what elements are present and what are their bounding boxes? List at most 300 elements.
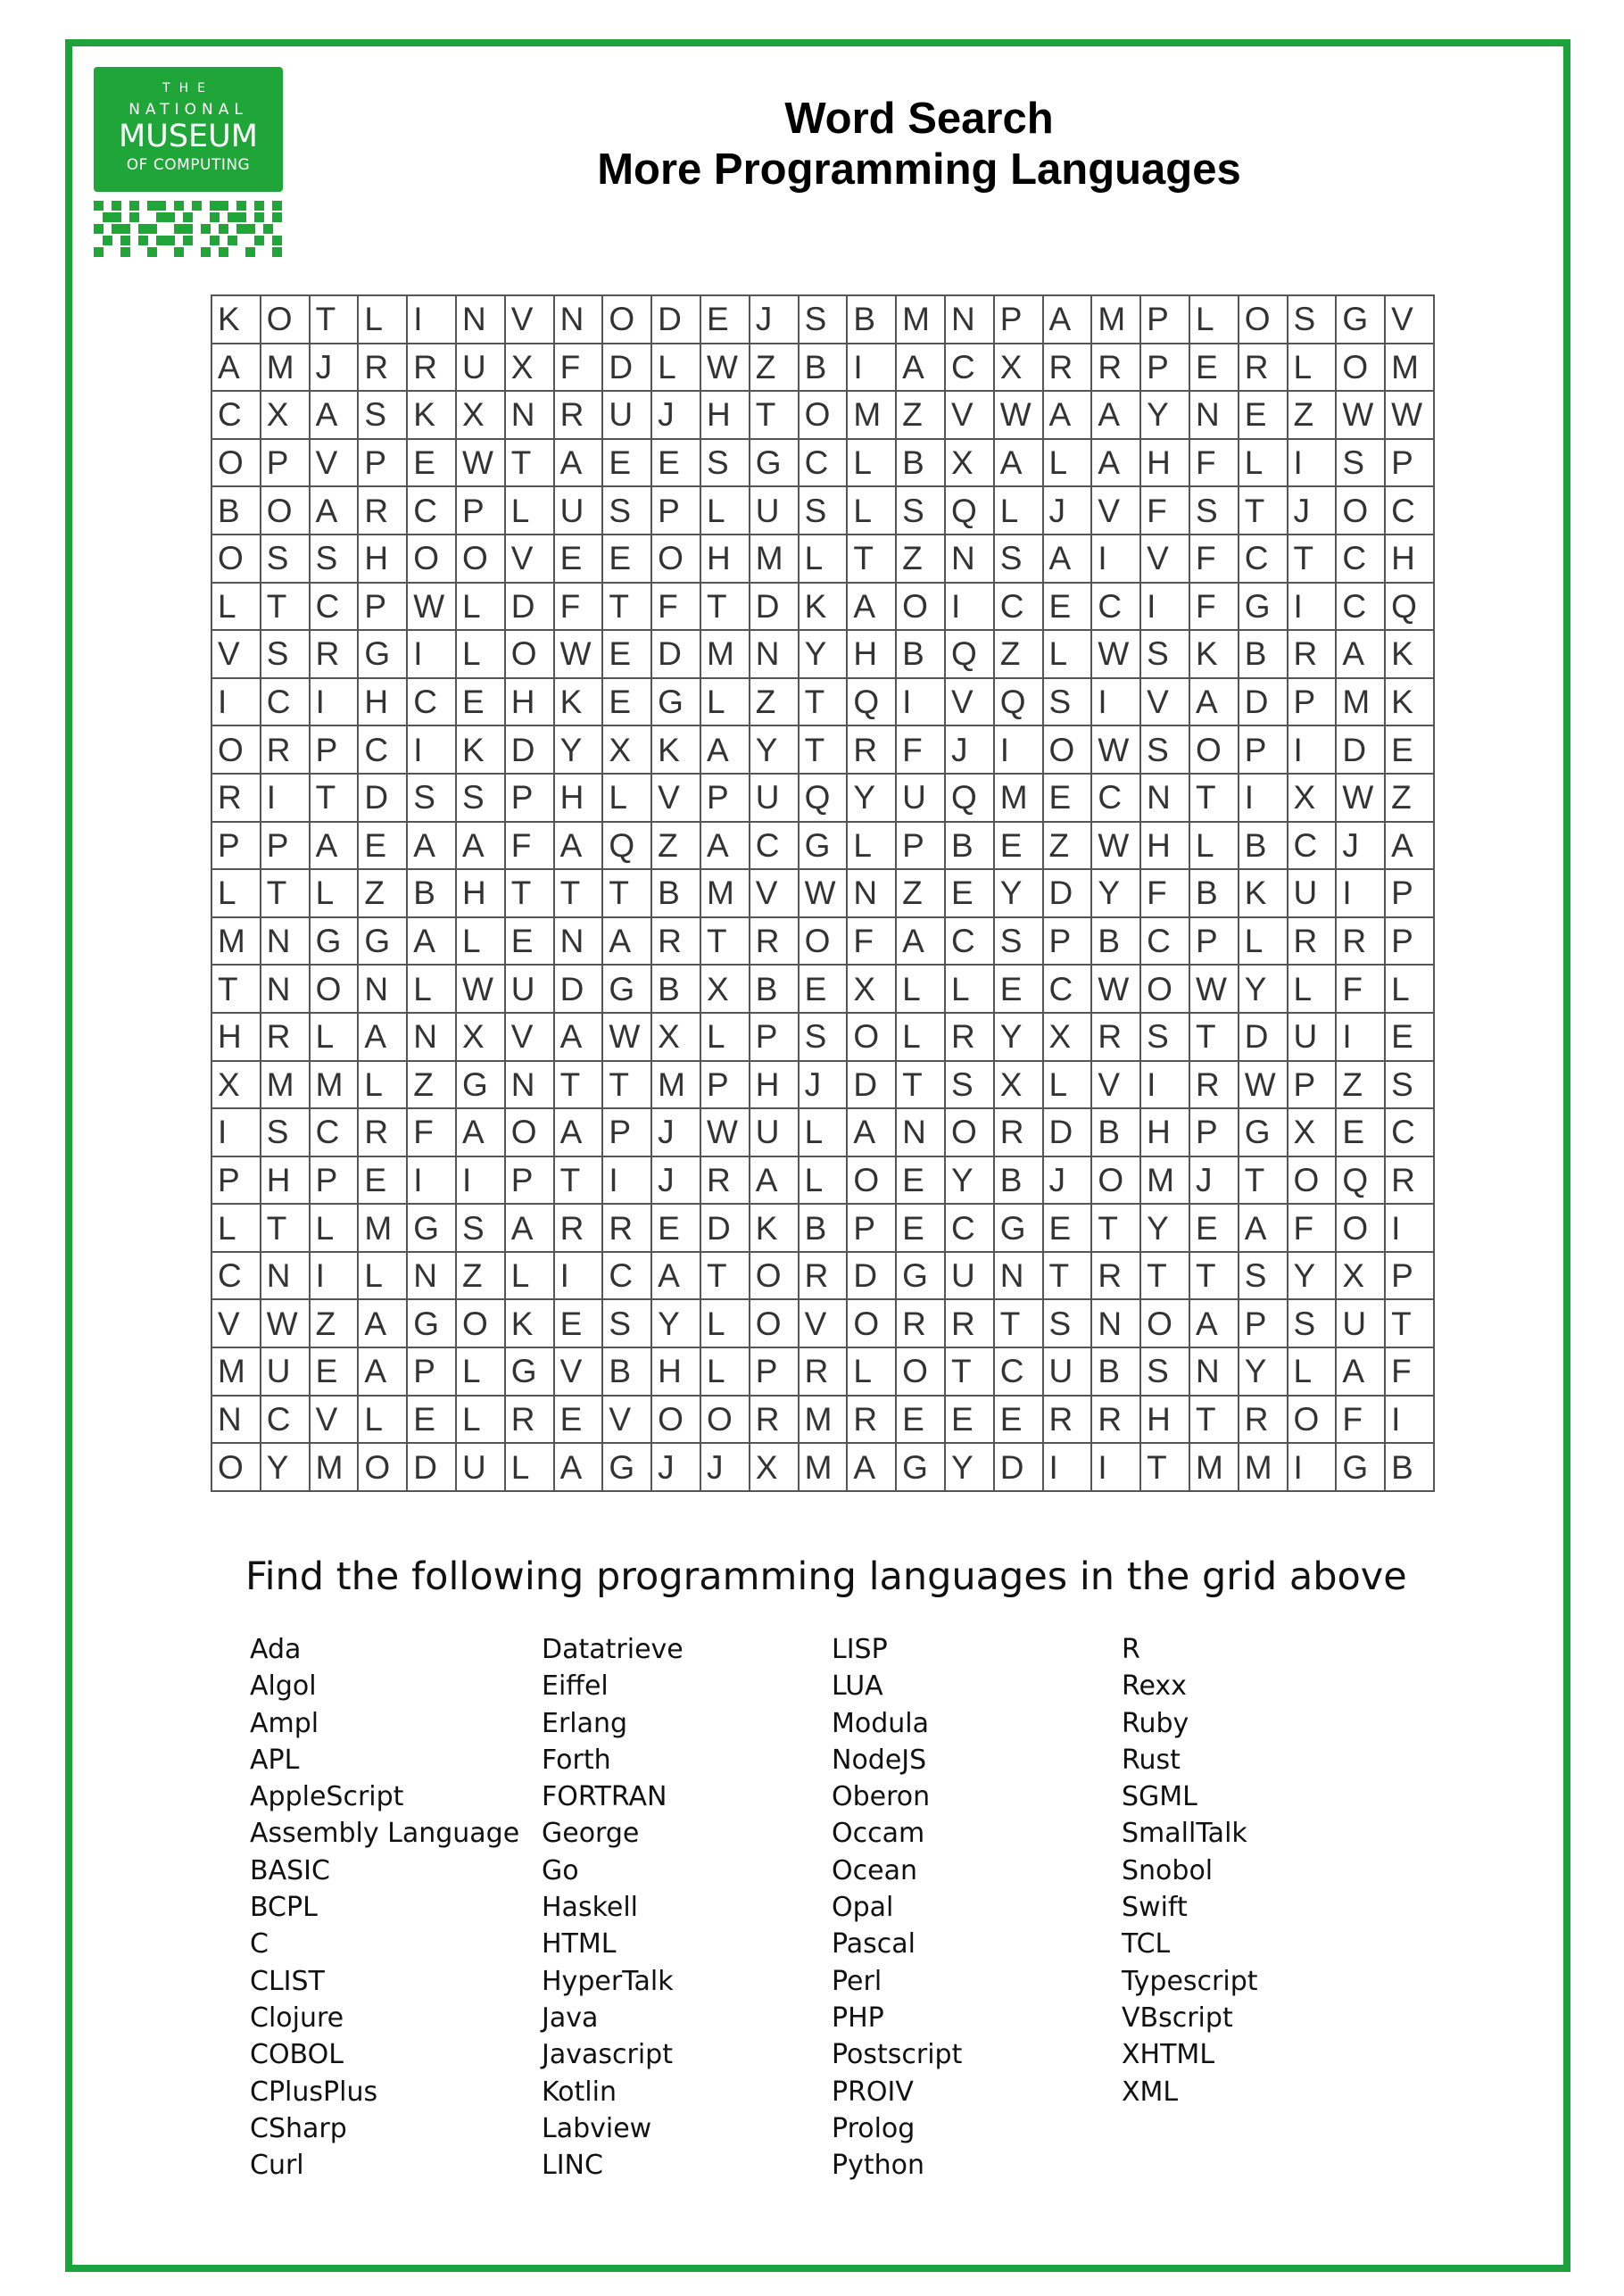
grid-cell[interactable]	[554, 1156, 603, 1205]
grid-cell[interactable]	[896, 869, 945, 917]
grid-cell[interactable]	[456, 725, 505, 774]
grid-cell[interactable]	[750, 725, 799, 774]
grid-cell[interactable]	[700, 678, 750, 726]
grid-cell[interactable]	[945, 1347, 994, 1396]
grid-cell[interactable]	[1043, 1252, 1092, 1300]
grid-cell[interactable]	[799, 391, 848, 439]
grid-cell[interactable]	[358, 1396, 407, 1444]
grid-cell[interactable]	[310, 391, 359, 439]
grid-cell[interactable]	[651, 630, 700, 678]
grid-cell[interactable]	[945, 486, 994, 535]
grid-cell[interactable]	[750, 965, 799, 1013]
grid-cell[interactable]	[847, 535, 896, 583]
grid-cell[interactable]	[945, 965, 994, 1013]
grid-cell[interactable]	[505, 1108, 554, 1156]
grid-cell[interactable]	[1189, 1013, 1239, 1061]
grid-cell[interactable]	[1043, 869, 1092, 917]
grid-cell[interactable]	[750, 869, 799, 917]
grid-cell[interactable]	[1288, 965, 1337, 1013]
grid-cell[interactable]	[1288, 1108, 1337, 1156]
grid-cell[interactable]	[1336, 869, 1385, 917]
grid-cell[interactable]	[1288, 822, 1337, 870]
grid-cell[interactable]	[211, 1061, 261, 1109]
grid-cell[interactable]	[1385, 1013, 1434, 1061]
grid-cell[interactable]	[1140, 1156, 1189, 1205]
grid-cell[interactable]	[1385, 1204, 1434, 1252]
grid-cell[interactable]	[799, 1347, 848, 1396]
grid-cell[interactable]	[847, 1347, 896, 1396]
grid-cell[interactable]	[1043, 1299, 1092, 1347]
grid-cell[interactable]	[505, 1252, 554, 1300]
grid-cell[interactable]	[358, 917, 407, 966]
grid-cell[interactable]	[1043, 822, 1092, 870]
grid-cell[interactable]	[1043, 630, 1092, 678]
grid-cell[interactable]	[1336, 1347, 1385, 1396]
grid-cell[interactable]	[1091, 869, 1140, 917]
grid-cell[interactable]	[407, 295, 456, 344]
grid-cell[interactable]	[456, 439, 505, 487]
grid-cell[interactable]	[310, 1443, 359, 1491]
grid-cell[interactable]	[750, 344, 799, 392]
grid-cell[interactable]	[1239, 535, 1288, 583]
grid-cell[interactable]	[1091, 1396, 1140, 1444]
grid-cell[interactable]	[602, 295, 651, 344]
grid-cell[interactable]	[505, 583, 554, 631]
grid-cell[interactable]	[994, 917, 1043, 966]
grid-cell[interactable]	[847, 1299, 896, 1347]
grid-cell[interactable]	[1189, 535, 1239, 583]
grid-cell[interactable]	[994, 630, 1043, 678]
grid-cell[interactable]	[1336, 439, 1385, 487]
grid-cell[interactable]	[456, 1347, 505, 1396]
grid-cell[interactable]	[651, 1347, 700, 1396]
grid-cell[interactable]	[1043, 1347, 1092, 1396]
grid-cell[interactable]	[456, 486, 505, 535]
grid-cell[interactable]	[211, 535, 261, 583]
grid-cell[interactable]	[1336, 391, 1385, 439]
grid-cell[interactable]	[407, 1061, 456, 1109]
grid-cell[interactable]	[945, 1443, 994, 1491]
grid-cell[interactable]	[750, 391, 799, 439]
grid-cell[interactable]	[211, 725, 261, 774]
grid-cell[interactable]	[456, 391, 505, 439]
grid-cell[interactable]	[750, 439, 799, 487]
grid-cell[interactable]	[505, 1156, 554, 1205]
grid-cell[interactable]	[1140, 1061, 1189, 1109]
grid-cell[interactable]	[799, 1204, 848, 1252]
grid-cell[interactable]	[261, 1204, 310, 1252]
grid-cell[interactable]	[1288, 1443, 1337, 1491]
grid-cell[interactable]	[1385, 583, 1434, 631]
grid-cell[interactable]	[554, 774, 603, 822]
grid-cell[interactable]	[651, 774, 700, 822]
grid-cell[interactable]	[554, 1013, 603, 1061]
grid-cell[interactable]	[1043, 1108, 1092, 1156]
grid-cell[interactable]	[1091, 1156, 1140, 1205]
grid-cell[interactable]	[799, 1156, 848, 1205]
grid-cell[interactable]	[1091, 725, 1140, 774]
grid-cell[interactable]	[1091, 678, 1140, 726]
grid-cell[interactable]	[1140, 678, 1189, 726]
grid-cell[interactable]	[994, 1108, 1043, 1156]
grid-cell[interactable]	[945, 1108, 994, 1156]
grid-cell[interactable]	[211, 917, 261, 966]
grid-cell[interactable]	[505, 917, 554, 966]
grid-cell[interactable]	[1189, 344, 1239, 392]
grid-cell[interactable]	[407, 486, 456, 535]
grid-cell[interactable]	[750, 1204, 799, 1252]
grid-cell[interactable]	[456, 1396, 505, 1444]
grid-cell[interactable]	[456, 917, 505, 966]
grid-cell[interactable]	[456, 1204, 505, 1252]
grid-cell[interactable]	[310, 965, 359, 1013]
grid-cell[interactable]	[407, 678, 456, 726]
grid-cell[interactable]	[602, 1299, 651, 1347]
grid-cell[interactable]	[994, 678, 1043, 726]
grid-cell[interactable]	[505, 822, 554, 870]
grid-cell[interactable]	[750, 1013, 799, 1061]
grid-cell[interactable]	[896, 439, 945, 487]
grid-cell[interactable]	[261, 1443, 310, 1491]
grid-cell[interactable]	[554, 1299, 603, 1347]
grid-cell[interactable]	[1288, 774, 1337, 822]
grid-cell[interactable]	[1385, 630, 1434, 678]
grid-cell[interactable]	[211, 1347, 261, 1396]
grid-cell[interactable]	[358, 1443, 407, 1491]
grid-cell[interactable]	[750, 917, 799, 966]
grid-cell[interactable]	[1140, 535, 1189, 583]
grid-cell[interactable]	[1189, 917, 1239, 966]
grid-cell[interactable]	[799, 774, 848, 822]
grid-cell[interactable]	[1239, 1156, 1288, 1205]
grid-cell[interactable]	[1189, 965, 1239, 1013]
grid-cell[interactable]	[651, 1443, 700, 1491]
grid-cell[interactable]	[750, 1252, 799, 1300]
grid-cell[interactable]	[1140, 486, 1189, 535]
grid-cell[interactable]	[896, 1061, 945, 1109]
grid-cell[interactable]	[799, 822, 848, 870]
grid-cell[interactable]	[799, 486, 848, 535]
grid-cell[interactable]	[750, 486, 799, 535]
grid-cell[interactable]	[1336, 583, 1385, 631]
grid-cell[interactable]	[456, 630, 505, 678]
grid-cell[interactable]	[310, 486, 359, 535]
grid-cell[interactable]	[1385, 1396, 1434, 1444]
grid-cell[interactable]	[1288, 1013, 1337, 1061]
grid-cell[interactable]	[1288, 1156, 1337, 1205]
grid-cell[interactable]	[310, 583, 359, 631]
grid-cell[interactable]	[994, 1347, 1043, 1396]
grid-cell[interactable]	[1140, 1299, 1189, 1347]
grid-cell[interactable]	[1336, 1396, 1385, 1444]
grid-cell[interactable]	[651, 725, 700, 774]
grid-cell[interactable]	[505, 1061, 554, 1109]
grid-cell[interactable]	[799, 725, 848, 774]
grid-cell[interactable]	[750, 1061, 799, 1109]
grid-cell[interactable]	[651, 1013, 700, 1061]
grid-cell[interactable]	[310, 1156, 359, 1205]
grid-cell[interactable]	[261, 439, 310, 487]
grid-cell[interactable]	[1288, 1396, 1337, 1444]
grid-cell[interactable]	[358, 1156, 407, 1205]
grid-cell[interactable]	[700, 1252, 750, 1300]
grid-cell[interactable]	[261, 1156, 310, 1205]
grid-cell[interactable]	[1189, 583, 1239, 631]
grid-cell[interactable]	[310, 630, 359, 678]
grid-cell[interactable]	[1091, 391, 1140, 439]
grid-cell[interactable]	[799, 917, 848, 966]
grid-cell[interactable]	[554, 1108, 603, 1156]
grid-cell[interactable]	[847, 869, 896, 917]
grid-cell[interactable]	[1043, 486, 1092, 535]
grid-cell[interactable]	[945, 1013, 994, 1061]
grid-cell[interactable]	[261, 344, 310, 392]
grid-cell[interactable]	[1239, 1013, 1288, 1061]
grid-cell[interactable]	[847, 917, 896, 966]
grid-cell[interactable]	[358, 725, 407, 774]
grid-cell[interactable]	[1239, 725, 1288, 774]
grid-cell[interactable]	[1239, 1252, 1288, 1300]
grid-cell[interactable]	[750, 1108, 799, 1156]
grid-cell[interactable]	[847, 725, 896, 774]
grid-cell[interactable]	[505, 965, 554, 1013]
grid-cell[interactable]	[211, 1156, 261, 1205]
grid-cell[interactable]	[505, 1204, 554, 1252]
grid-cell[interactable]	[847, 630, 896, 678]
grid-cell[interactable]	[456, 965, 505, 1013]
grid-cell[interactable]	[1385, 535, 1434, 583]
grid-cell[interactable]	[310, 774, 359, 822]
grid-cell[interactable]	[1288, 295, 1337, 344]
grid-cell[interactable]	[211, 1396, 261, 1444]
grid-cell[interactable]	[358, 391, 407, 439]
grid-cell[interactable]	[1189, 1156, 1239, 1205]
grid-cell[interactable]	[1336, 678, 1385, 726]
grid-cell[interactable]	[1140, 1443, 1189, 1491]
grid-cell[interactable]	[1189, 630, 1239, 678]
grid-cell[interactable]	[994, 1204, 1043, 1252]
grid-cell[interactable]	[407, 774, 456, 822]
grid-cell[interactable]	[994, 486, 1043, 535]
grid-cell[interactable]	[1043, 678, 1092, 726]
grid-cell[interactable]	[750, 1443, 799, 1491]
grid-cell[interactable]	[407, 535, 456, 583]
grid-cell[interactable]	[1336, 630, 1385, 678]
grid-cell[interactable]	[1140, 1013, 1189, 1061]
grid-cell[interactable]	[1140, 1204, 1189, 1252]
grid-cell[interactable]	[945, 344, 994, 392]
grid-cell[interactable]	[261, 1396, 310, 1444]
grid-cell[interactable]	[407, 1108, 456, 1156]
grid-cell[interactable]	[1140, 295, 1189, 344]
grid-cell[interactable]	[1091, 535, 1140, 583]
grid-cell[interactable]	[799, 1252, 848, 1300]
grid-cell[interactable]	[310, 439, 359, 487]
grid-cell[interactable]	[896, 535, 945, 583]
grid-cell[interactable]	[602, 1204, 651, 1252]
grid-cell[interactable]	[211, 439, 261, 487]
grid-cell[interactable]	[945, 869, 994, 917]
grid-cell[interactable]	[261, 1347, 310, 1396]
grid-cell[interactable]	[750, 1396, 799, 1444]
grid-cell[interactable]	[945, 1252, 994, 1300]
grid-cell[interactable]	[847, 486, 896, 535]
grid-cell[interactable]	[554, 630, 603, 678]
grid-cell[interactable]	[358, 630, 407, 678]
grid-cell[interactable]	[1043, 774, 1092, 822]
grid-cell[interactable]	[1288, 678, 1337, 726]
grid-cell[interactable]	[310, 1108, 359, 1156]
grid-cell[interactable]	[651, 486, 700, 535]
grid-cell[interactable]	[1091, 822, 1140, 870]
grid-cell[interactable]	[1189, 439, 1239, 487]
grid-cell[interactable]	[1336, 1252, 1385, 1300]
grid-cell[interactable]	[554, 344, 603, 392]
grid-cell[interactable]	[896, 295, 945, 344]
grid-cell[interactable]	[310, 1299, 359, 1347]
grid-cell[interactable]	[505, 1347, 554, 1396]
grid-cell[interactable]	[700, 295, 750, 344]
grid-cell[interactable]	[407, 1156, 456, 1205]
grid-cell[interactable]	[407, 630, 456, 678]
grid-cell[interactable]	[211, 1252, 261, 1300]
grid-cell[interactable]	[847, 1156, 896, 1205]
grid-cell[interactable]	[994, 1013, 1043, 1061]
grid-cell[interactable]	[602, 1156, 651, 1205]
grid-cell[interactable]	[945, 1396, 994, 1444]
grid-cell[interactable]	[554, 535, 603, 583]
grid-cell[interactable]	[1288, 917, 1337, 966]
grid-cell[interactable]	[310, 678, 359, 726]
grid-cell[interactable]	[1239, 917, 1288, 966]
grid-cell[interactable]	[945, 678, 994, 726]
grid-cell[interactable]	[1043, 1061, 1092, 1109]
grid-cell[interactable]	[750, 678, 799, 726]
grid-cell[interactable]	[994, 1061, 1043, 1109]
grid-cell[interactable]	[407, 965, 456, 1013]
grid-cell[interactable]	[700, 869, 750, 917]
grid-cell[interactable]	[1091, 630, 1140, 678]
grid-cell[interactable]	[799, 678, 848, 726]
grid-cell[interactable]	[1239, 1299, 1288, 1347]
grid-cell[interactable]	[651, 295, 700, 344]
grid-cell[interactable]	[651, 1061, 700, 1109]
grid-cell[interactable]	[602, 1061, 651, 1109]
grid-cell[interactable]	[847, 1108, 896, 1156]
grid-cell[interactable]	[554, 486, 603, 535]
grid-cell[interactable]	[358, 774, 407, 822]
grid-cell[interactable]	[505, 630, 554, 678]
grid-cell[interactable]	[310, 869, 359, 917]
grid-cell[interactable]	[505, 486, 554, 535]
grid-cell[interactable]	[994, 774, 1043, 822]
grid-cell[interactable]	[310, 917, 359, 966]
grid-cell[interactable]	[847, 1443, 896, 1491]
grid-cell[interactable]	[1239, 391, 1288, 439]
grid-cell[interactable]	[211, 774, 261, 822]
grid-cell[interactable]	[994, 822, 1043, 870]
grid-cell[interactable]	[211, 295, 261, 344]
grid-cell[interactable]	[1140, 439, 1189, 487]
grid-cell[interactable]	[945, 1204, 994, 1252]
grid-cell[interactable]	[261, 486, 310, 535]
grid-cell[interactable]	[1336, 1299, 1385, 1347]
grid-cell[interactable]	[1385, 1061, 1434, 1109]
grid-cell[interactable]	[1140, 869, 1189, 917]
grid-cell[interactable]	[310, 1061, 359, 1109]
grid-cell[interactable]	[1336, 1443, 1385, 1491]
grid-cell[interactable]	[1189, 1396, 1239, 1444]
grid-cell[interactable]	[211, 1013, 261, 1061]
grid-cell[interactable]	[847, 1013, 896, 1061]
grid-cell[interactable]	[1043, 391, 1092, 439]
grid-cell[interactable]	[1043, 439, 1092, 487]
grid-cell[interactable]	[261, 774, 310, 822]
grid-cell[interactable]	[1043, 1156, 1092, 1205]
grid-cell[interactable]	[1140, 1252, 1189, 1300]
grid-cell[interactable]	[554, 678, 603, 726]
grid-cell[interactable]	[1336, 1156, 1385, 1205]
grid-cell[interactable]	[847, 965, 896, 1013]
grid-cell[interactable]	[1336, 486, 1385, 535]
grid-cell[interactable]	[456, 344, 505, 392]
grid-cell[interactable]	[1288, 1204, 1337, 1252]
grid-cell[interactable]	[700, 1347, 750, 1396]
grid-cell[interactable]	[1091, 439, 1140, 487]
grid-cell[interactable]	[896, 1156, 945, 1205]
grid-cell[interactable]	[1288, 583, 1337, 631]
grid-cell[interactable]	[1140, 630, 1189, 678]
grid-cell[interactable]	[554, 725, 603, 774]
grid-cell[interactable]	[505, 725, 554, 774]
grid-cell[interactable]	[1189, 725, 1239, 774]
grid-cell[interactable]	[994, 1252, 1043, 1300]
grid-cell[interactable]	[1091, 1061, 1140, 1109]
grid-cell[interactable]	[1336, 1061, 1385, 1109]
grid-cell[interactable]	[994, 1396, 1043, 1444]
grid-cell[interactable]	[602, 965, 651, 1013]
grid-cell[interactable]	[994, 1299, 1043, 1347]
grid-cell[interactable]	[261, 1252, 310, 1300]
grid-cell[interactable]	[310, 725, 359, 774]
grid-cell[interactable]	[1239, 869, 1288, 917]
grid-cell[interactable]	[1140, 344, 1189, 392]
grid-cell[interactable]	[1239, 630, 1288, 678]
grid-cell[interactable]	[896, 583, 945, 631]
grid-cell[interactable]	[945, 1156, 994, 1205]
grid-cell[interactable]	[1336, 774, 1385, 822]
grid-cell[interactable]	[1385, 1443, 1434, 1491]
grid-cell[interactable]	[358, 678, 407, 726]
grid-cell[interactable]	[945, 1299, 994, 1347]
grid-cell[interactable]	[261, 535, 310, 583]
grid-cell[interactable]	[1189, 1443, 1239, 1491]
grid-cell[interactable]	[1336, 822, 1385, 870]
grid-cell[interactable]	[700, 1156, 750, 1205]
grid-cell[interactable]	[407, 1252, 456, 1300]
grid-cell[interactable]	[896, 917, 945, 966]
grid-cell[interactable]	[505, 1396, 554, 1444]
grid-cell[interactable]	[358, 1108, 407, 1156]
grid-cell[interactable]	[1189, 1061, 1239, 1109]
grid-cell[interactable]	[1189, 822, 1239, 870]
grid-cell[interactable]	[1288, 486, 1337, 535]
grid-cell[interactable]	[1385, 1299, 1434, 1347]
grid-cell[interactable]	[602, 439, 651, 487]
grid-cell[interactable]	[211, 1443, 261, 1491]
grid-cell[interactable]	[1043, 535, 1092, 583]
grid-cell[interactable]	[1385, 965, 1434, 1013]
